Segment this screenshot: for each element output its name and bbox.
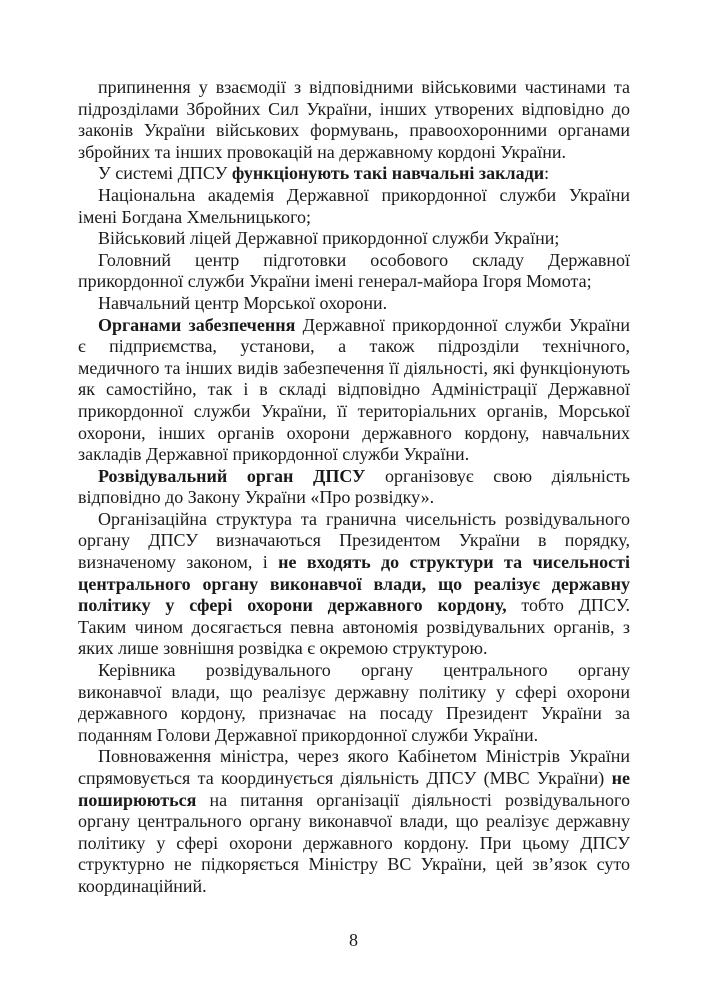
text: Керівника розвідувального органу центрального органу — [98, 660, 630, 681]
text-line — [78, 703, 630, 725]
text-line — [78, 228, 630, 250]
text: охорони, інших органів охорони державного кордону, навчальних — [78, 422, 630, 443]
text: спрямовується та координується діяльність ДПСУ (МВС України) — [78, 768, 612, 788]
text-line — [78, 250, 630, 272]
text-line — [78, 574, 630, 596]
text-line — [78, 530, 630, 552]
text-line — [78, 358, 630, 380]
text: : — [544, 163, 550, 184]
text: Військовий ліцей Державної прикордонної служби України; — [98, 228, 560, 249]
text: відповідно до Закону України «Про розвідку». — [78, 487, 435, 508]
bold-text: Розвідувальний орган ДПСУ — [98, 465, 366, 486]
text: збройних та інших провокацій на державному кордоні України. — [78, 141, 567, 162]
page-number: 8 — [349, 930, 358, 950]
text-line — [78, 207, 630, 229]
text: виконавчої влади, що реалізує державну політику у сфері охорони — [78, 681, 630, 702]
text: закладів Державної прикордонної служби України. — [78, 444, 470, 465]
text-line — [78, 660, 630, 682]
text: припинення у взаємодії з відповідними військовими частинами та — [98, 77, 630, 97]
bold-text: політику у сфері охорони державного кордону, — [78, 595, 507, 616]
text-line — [78, 811, 630, 833]
text: прикордонної служби України імені генерал-майора Ігоря Момота; — [78, 271, 592, 292]
text-line — [78, 682, 630, 704]
text: структурно не підкоряється Міністру ВС України, цей зв’язок суто — [78, 854, 630, 875]
text-line — [78, 401, 630, 423]
text-line — [78, 315, 630, 337]
text: організовує свою діяльність — [365, 465, 630, 486]
text-line — [78, 293, 630, 315]
text: тобто ДПСУ. — [506, 595, 630, 616]
text: Організаційна структура та гранична чисельність розвідувального — [98, 508, 630, 529]
paragraph — [78, 746, 630, 897]
text-line — [78, 617, 630, 639]
text-line — [78, 271, 630, 293]
paragraph — [78, 315, 630, 466]
bold-text: функціонують такі навчальні заклади — [231, 163, 545, 184]
paragraph — [78, 77, 630, 163]
text: як самостійно, так і в складі відповідно Адміністрації Державної — [78, 379, 630, 400]
paragraph — [78, 228, 630, 250]
text: медичного та інших видів забезпечення її діяльності, які функціонують — [78, 357, 630, 378]
paragraph — [78, 293, 630, 315]
text-line — [78, 185, 630, 207]
text: визначеному законом, і — [78, 552, 279, 573]
bold-text: не входять до структури та чисельності — [278, 552, 630, 573]
bold-text: не — [611, 768, 630, 788]
text: Головний центр підготовки особового складу Державної — [98, 249, 630, 270]
text-line — [78, 854, 630, 876]
text-line — [78, 120, 630, 142]
text-line — [78, 509, 630, 531]
text-line — [78, 99, 630, 121]
text: Національна академія Державної прикордонної служби України — [98, 184, 630, 205]
paragraph — [78, 163, 630, 185]
document-body — [78, 77, 630, 898]
text: координаційний. — [78, 875, 207, 896]
text-line — [78, 595, 630, 617]
bold-text: Органами забезпечення — [98, 314, 296, 335]
text: Державної прикордонної служби України — [295, 314, 630, 335]
text-line — [78, 552, 630, 574]
text: органу центрального органу виконавчої влади, що реалізує державну — [78, 811, 630, 832]
text: яких лише зовнішня розвідка є окремою структурою. — [78, 638, 488, 659]
text: законів України військових формувань, правоохоронними органами — [78, 120, 630, 141]
bold-text: поширюються — [78, 789, 197, 810]
text-line — [78, 790, 630, 812]
text-line — [78, 163, 630, 185]
text: прикордонної служби України, її територіальних органів, Морської — [78, 400, 630, 421]
text-line — [78, 833, 630, 855]
text-line — [78, 142, 630, 164]
text-line — [78, 725, 630, 747]
paragraph — [78, 466, 630, 509]
text: на питання організації діяльності розвідувального — [196, 789, 630, 810]
paragraph — [78, 185, 630, 228]
text: підрозділами Збройних Сил України, інших утворених відповідно до — [78, 98, 630, 119]
text: політику у сфері охорони державного кордону. При цьому ДПСУ — [78, 832, 630, 853]
text: державного кордону, призначає на посаду Президент України за — [78, 703, 630, 724]
text-line — [78, 444, 630, 466]
paragraph — [78, 660, 630, 746]
text-line — [78, 336, 630, 358]
text-line — [78, 746, 630, 768]
text: імені Богдана Хмельницького; — [78, 206, 312, 227]
text-line — [78, 423, 630, 445]
text: У системі ДПСУ — [98, 163, 232, 184]
text: Повноваження міністра, через якого Кабінетом Міністрів України — [98, 746, 630, 767]
text-line — [78, 466, 630, 488]
text-line — [78, 487, 630, 509]
text-line — [78, 768, 630, 790]
text: поданням Голови Державної прикордонної служби України. — [78, 724, 539, 745]
text-line — [78, 876, 630, 898]
text: органу ДПСУ визначаються Президентом України в порядку, — [78, 530, 630, 551]
paragraph — [78, 509, 630, 660]
text-line — [78, 638, 630, 660]
text: є підприємства, установи, а також підрозділи технічного, — [78, 336, 630, 357]
bold-text: центрального органу виконавчої влади, що реалізує державну — [78, 573, 630, 594]
text-line — [78, 77, 630, 99]
text: Таким чином досягається певна автономія розвідувальних органів, з — [78, 616, 630, 637]
text: Навчальний центр Морської охорони. — [98, 292, 388, 313]
text-line — [78, 379, 630, 401]
paragraph — [78, 250, 630, 293]
